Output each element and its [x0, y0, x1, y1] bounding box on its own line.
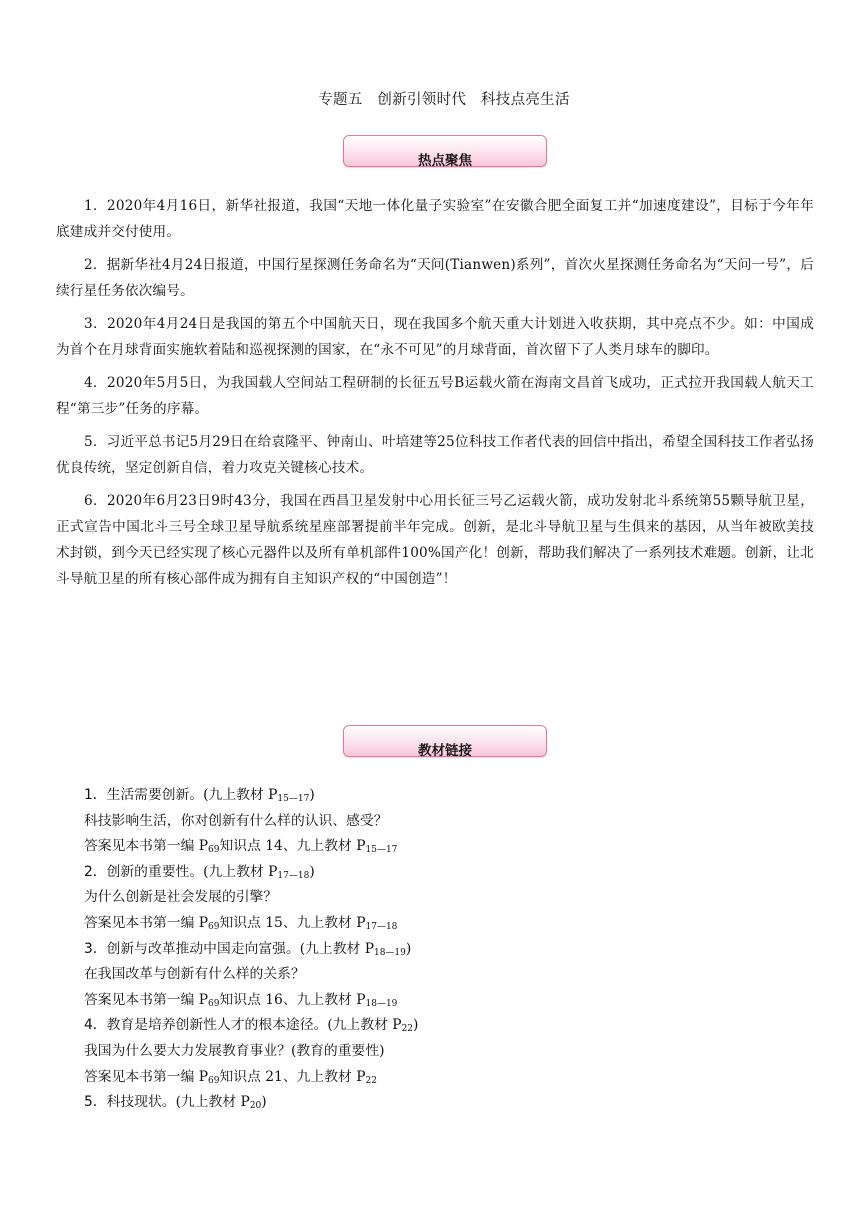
textbook-item-answer	[84, 988, 824, 1014]
textbook-item-heading	[84, 860, 824, 886]
answer-pages: 22	[365, 1075, 377, 1086]
ref-pages: 22	[401, 1024, 414, 1035]
answer-mid: 知识点 21、九上教材 P	[219, 1068, 366, 1085]
section-title-hot: 热点聚焦	[418, 153, 472, 169]
ref-suffix: )	[261, 1094, 267, 1111]
textbook-item-answer	[84, 1065, 824, 1091]
answer-mid: 知识点 15、九上教材 P	[219, 914, 366, 931]
heading-text: 1．生活需要创新。	[84, 787, 204, 803]
heading-text: 3．创新与改革推动中国走向富强。	[84, 940, 300, 957]
answer-prefix: 答案见本书第一编 P	[84, 991, 209, 1008]
section-banner-hot	[343, 135, 547, 167]
ref-suffix: )	[413, 1017, 419, 1034]
ref-suffix: )	[309, 787, 315, 803]
hot-topics-list	[56, 193, 814, 599]
ref-suffix: )	[309, 863, 315, 880]
section-title-textbook: 教材链接	[418, 743, 472, 759]
textbook-item-heading	[84, 1013, 824, 1039]
ref-pages: 17—18	[277, 870, 310, 881]
section-banner-textbook	[343, 725, 547, 757]
hot-topic-item-6: 6．2020年6月23日9时43分，我国在西昌卫星发射中心用长征三号乙运载火箭，成功发射北斗系统第55颗导航卫星，正式宣告中国北斗三号全球卫星导航系统星座部署提前半年完成。创新，是北斗导航卫星与生俱来的基因，从当年被欧美技术封锁，到今天已经实现了核心元器件以及所有单机部件100%国产化！创新，帮助我们解决了一系列技术难题。创新，让北斗导航卫星的所有核心部件成为拥有自主知识产权的“中国创造”！	[56, 493, 814, 587]
heading-text: 5．科技现状。	[84, 1094, 176, 1111]
answer-prefix: 答案见本书第一编 P	[84, 838, 209, 855]
answer-page: 69	[208, 1075, 220, 1086]
answer-page: 69	[208, 845, 220, 856]
answer-page: 69	[208, 921, 220, 932]
ref-pages: 18—19	[373, 947, 406, 958]
hot-topic-item-2: 2．据新华社4月24日报道，中国行星探测任务命名为“天问(Tianwen)系列”，首次火星探测任务命名为“天问一号”，后续行星任务依次编号。	[56, 257, 814, 299]
textbook-item-answer	[84, 834, 824, 860]
answer-prefix: 答案见本书第一编 P	[84, 914, 209, 931]
ref-prefix: (九上教材 P	[175, 1094, 250, 1111]
answer-prefix: 答案见本书第一编 P	[84, 1068, 209, 1085]
textbook-item-answer	[84, 911, 824, 937]
answer-mid: 知识点 16、九上教材 P	[219, 991, 366, 1008]
ref-prefix: (九上教材 P	[203, 787, 278, 803]
ref-pages: 15—17	[277, 794, 310, 804]
answer-pages: 18—19	[365, 998, 398, 1009]
ref-suffix: )	[405, 940, 412, 957]
ref-prefix: (九上教材 P	[299, 940, 374, 957]
hot-topic-item-3: 3．2020年4月24日是我国的第五个中国航天日，现在我国多个航天重大计划进入收获期，其中亮点不少。如：中国成为首个在月球背面实施软着陆和巡视探测的国家，在“永不可见”的月球背面，首次留下了人类月球车的脚印。	[56, 316, 814, 358]
answer-mid: 知识点 14、九上教材 P	[219, 838, 366, 855]
textbook-item-question: 为什么创新是社会发展的引擎？	[84, 889, 278, 906]
heading-text: 4．教育是培养创新性人才的根本途径。	[84, 1017, 328, 1034]
textbook-links-list	[84, 783, 824, 1116]
textbook-item-question: 我国为什么要大力发展教育事业？(教育的重要性)	[84, 1042, 385, 1059]
textbook-item-heading	[84, 937, 824, 963]
hot-topic-item-5: 5．习近平总书记5月29日在给袁隆平、钟南山、叶培建等25位科技工作者代表的回信中指出，希望全国科技工作者弘扬优良传统，坚定创新自信，着力攻克关键核心技术。	[56, 434, 814, 476]
textbook-item-heading	[84, 783, 824, 809]
ref-prefix: (九上教材 P	[327, 1017, 402, 1034]
answer-pages: 17—18	[365, 921, 398, 932]
ref-prefix: (九上教材 P	[203, 863, 278, 880]
textbook-item-question: 科技影响生活，你对创新有什么样的认识、感受？	[84, 812, 388, 829]
answer-pages: 15—17	[365, 845, 398, 856]
hot-topic-item-1: 1．2020年4月16日，新华社报道，我国“天地一体化量子实验室”在安徽合肥全面复工并“加速度建设”，目标于今年年底建成并交付使用。	[56, 198, 814, 240]
ref-pages: 20	[249, 1101, 262, 1112]
textbook-item-heading	[84, 1090, 824, 1116]
textbook-item-question: 在我国改革与创新有什么样的关系？	[84, 966, 305, 983]
hot-topic-item-4: 4．2020年5月5日，为我国载人空间站工程研制的长征五号B运载火箭在海南文昌首飞成功，正式拉开我国载人航天工程“第三步”任务的序幕。	[56, 375, 814, 417]
page-title: 专题五 创新引领时代 科技点亮生活	[318, 92, 570, 108]
answer-page: 69	[208, 998, 220, 1009]
heading-text: 2．创新的重要性。	[84, 863, 204, 880]
